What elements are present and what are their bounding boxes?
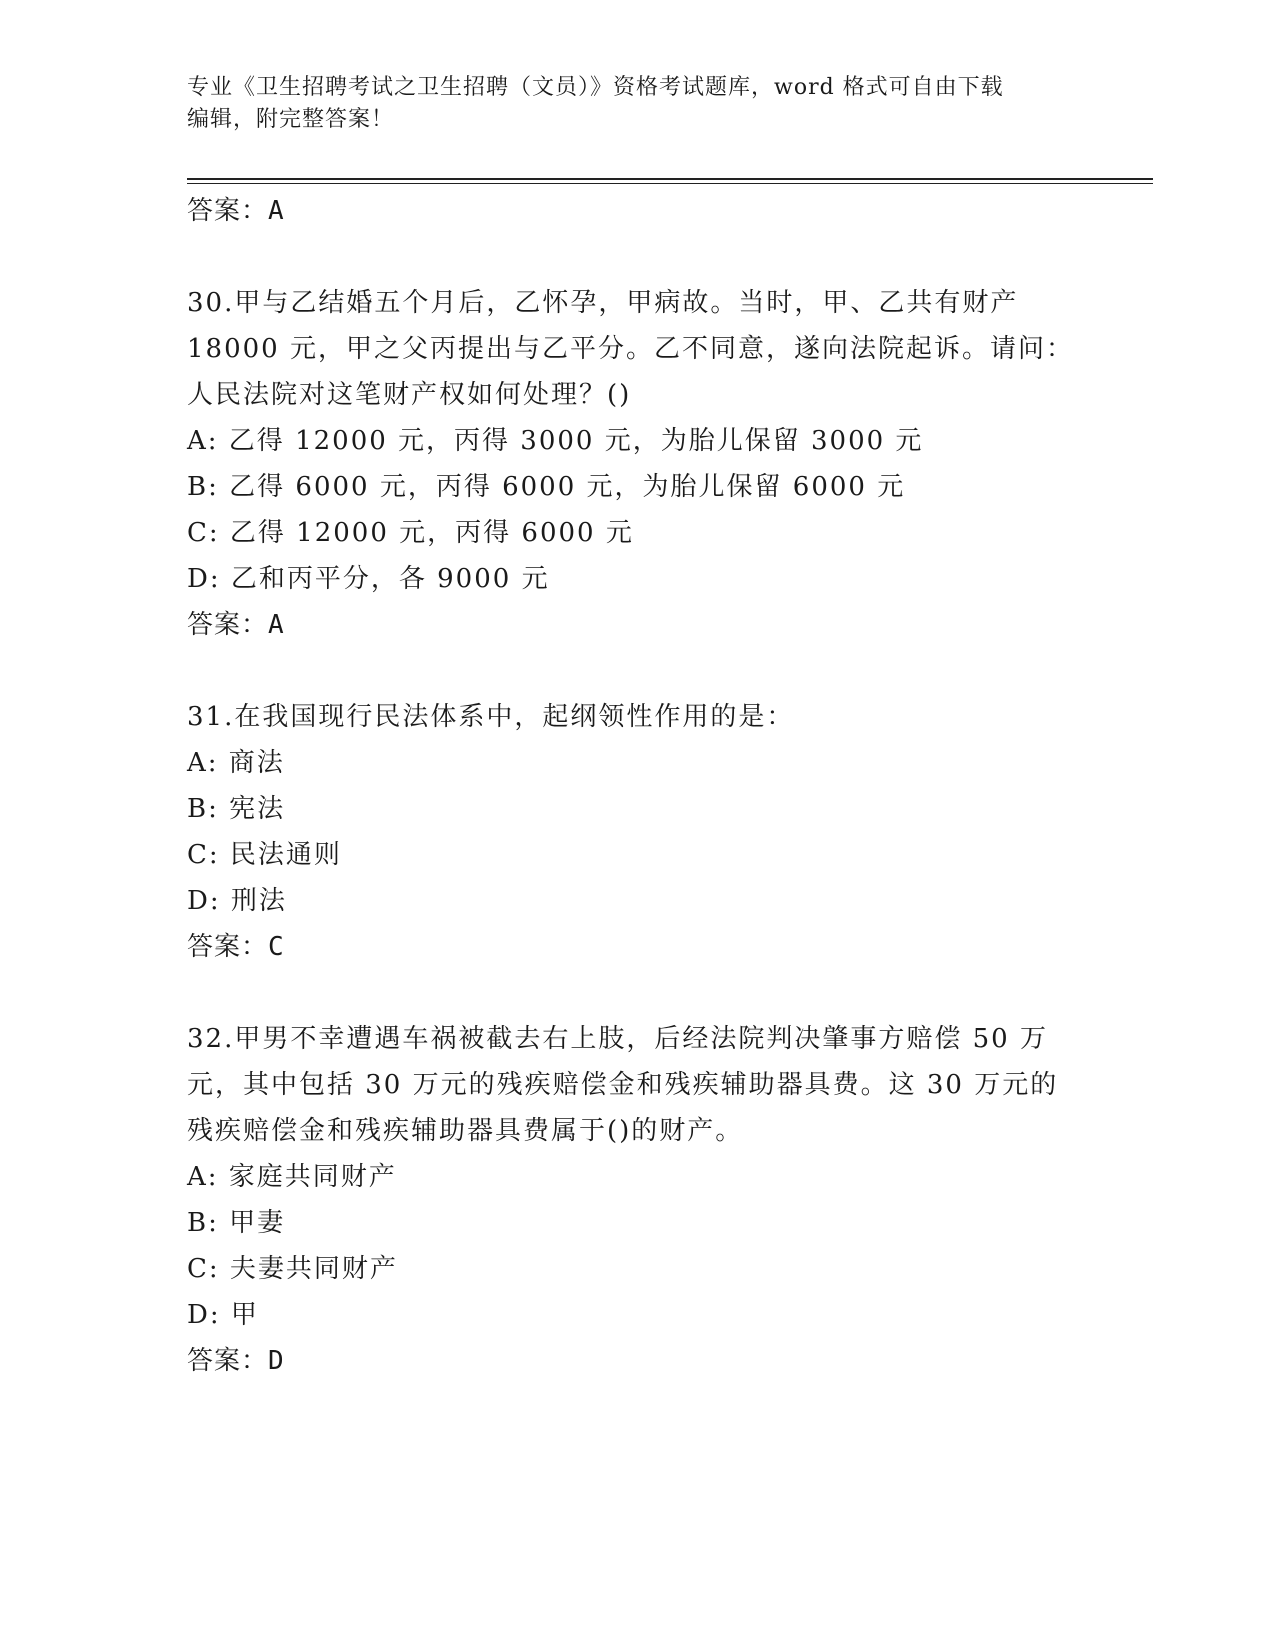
option-c: C: 民法通则	[187, 840, 342, 870]
question-31	[187, 694, 1087, 970]
document-body	[187, 188, 1087, 1384]
question-30	[187, 280, 1087, 648]
option-a: A: 商法	[187, 748, 285, 778]
header-line: 专业《卫生招聘考试之卫生招聘（文员）》资格考试题库，word 格式可自由下载	[187, 75, 1004, 100]
question-text: 31.在我国现行民法体系中，起纲领性作用的是：	[187, 702, 795, 732]
option-b: B: 乙得 6000 元，丙得 6000 元，为胎儿保留 6000 元	[187, 472, 906, 502]
question-text: 32.甲男不幸遭遇车祸被截去右上肢，后经法院判决肇事方赔偿 50 万	[187, 1024, 1048, 1054]
option-d: D: 乙和丙平分，各 9000 元	[187, 564, 550, 594]
option-d: D: 甲	[187, 1300, 259, 1330]
option-c: C: 乙得 12000 元，丙得 6000 元	[187, 518, 634, 548]
answer-line: 答案：A	[187, 610, 285, 640]
option-b: B: 甲妻	[187, 1208, 286, 1238]
question-text: 18000 元，甲之父丙提出与乙平分。乙不同意，遂向法院起诉。请问：	[187, 334, 1074, 364]
answer-line: 答案：C	[187, 932, 285, 962]
header-line: 编辑，附完整答案！	[187, 107, 395, 132]
question-text: 人民法院对这笔财产权如何处理？()	[187, 380, 632, 410]
option-b: B: 宪法	[187, 794, 286, 824]
option-a: A: 乙得 12000 元，丙得 3000 元，为胎儿保留 3000 元	[187, 426, 924, 456]
question-text: 30.甲与乙结婚五个月后，乙怀孕，甲病故。当时，甲、乙共有财产	[187, 288, 1019, 318]
option-c: C: 夫妻共同财产	[187, 1254, 398, 1284]
header-divider-thick	[187, 178, 1153, 180]
header-divider-thin	[187, 183, 1153, 184]
option-d: D: 刑法	[187, 886, 287, 916]
document-header	[187, 72, 1087, 136]
question-32	[187, 1016, 1087, 1384]
question-text: 残疾赔偿金和残疾辅助器具费属于()的财产。	[187, 1116, 744, 1146]
option-a: A: 家庭共同财产	[187, 1162, 397, 1192]
answer-line: 答案：D	[187, 1346, 285, 1376]
answer-line: 答案：A	[187, 196, 285, 226]
question-text: 元，其中包括 30 万元的残疾赔偿金和残疾辅助器具费。这 30 万元的	[187, 1070, 1059, 1100]
